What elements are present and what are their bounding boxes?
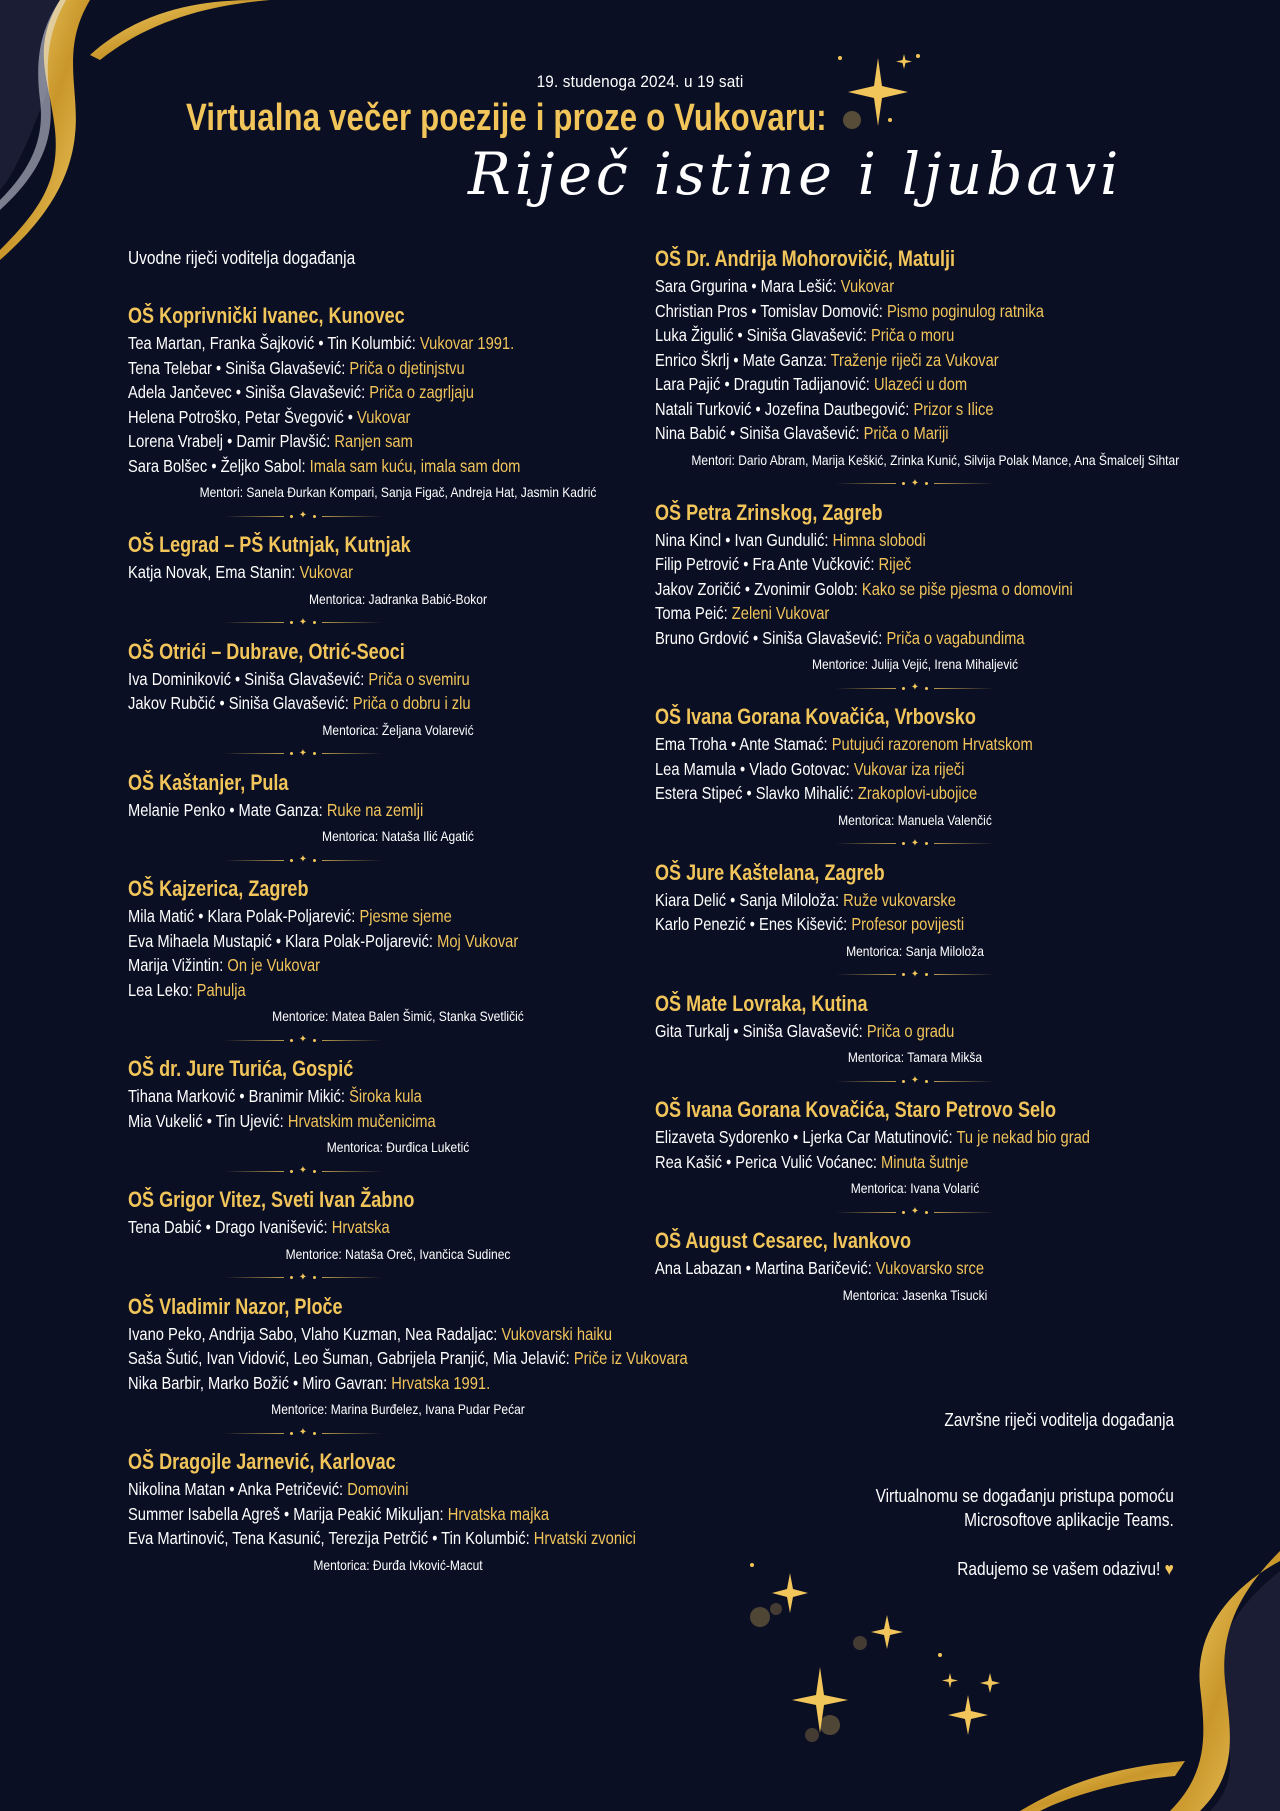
section-divider: ✦ (128, 846, 478, 874)
performer-names: Nika Barbir, Marko Božić • Miro Gavran: (128, 1372, 388, 1393)
school-name: OŠ Ivana Gorana Kovačića, Vrbovsko (655, 704, 976, 729)
performer-names: Helena Potroško, Petar Švegović • (128, 406, 353, 427)
school-name: OŠ dr. Jure Turića, Gospić (128, 1056, 354, 1081)
section-divider: ✦ (655, 961, 1175, 989)
performance-entry (655, 397, 1092, 422)
heart-icon: ♥ (1164, 1559, 1174, 1579)
performance-entry (128, 953, 632, 978)
program-right-column (655, 244, 1180, 1305)
work-title: Vukovarski haiku (501, 1323, 613, 1344)
performance-entry (655, 781, 1092, 806)
performance-entry (655, 601, 1092, 626)
performance-entry (128, 356, 632, 381)
access-info-line-1: Virtualnomu se događanju pristupa pomoću (875, 1486, 1174, 1506)
mentor-line: Mentorica: Tamara Mikša (847, 1049, 983, 1065)
school-section (655, 702, 1175, 830)
school-section (128, 1447, 728, 1575)
mentor-line: Mentorice: Matea Balen Šimić, Stanka Svetličić (272, 1008, 524, 1024)
work-title: Domovini (347, 1479, 409, 1499)
section-divider: ✦ (128, 1264, 478, 1292)
work-title: Himna slobodi (832, 529, 926, 550)
work-title: Priča o gradu (866, 1020, 955, 1041)
school-name: OŠ Dr. Andrija Mohorovičić, Matulji (655, 246, 956, 271)
performer-names: Mila Matić • Klara Polak-Poljarević: (128, 906, 356, 926)
page-subtitle: Riječ istine i ljubavi (468, 140, 1123, 208)
performance-entry (128, 1502, 632, 1527)
mentor-line: Mentorica: Jadranka Babić-Bokor (308, 590, 488, 607)
performance-entry (128, 429, 632, 454)
work-title: Ruke na zemlji (326, 799, 424, 820)
work-title: Priča o zagrljaju (369, 382, 474, 402)
access-info-line-2: Microsoftove aplikacije Teams. (964, 1510, 1174, 1530)
gold-ribbon-bottom-right-icon (1010, 1551, 1280, 1811)
work-title: Hrvatskim mučenicima (287, 1110, 436, 1131)
performer-names: Gita Turkalj • Siniša Glavašević: (655, 1020, 863, 1041)
work-title: Zrakoplovi-ubojice (857, 783, 978, 803)
section-divider: ✦ (128, 1419, 478, 1447)
performance-entry (655, 299, 1092, 324)
performance-entry (655, 1125, 1092, 1150)
performance-entry (128, 560, 632, 585)
work-title: Traženje riječi za Vukovar (830, 349, 999, 370)
performer-names: Lorena Vrabelj • Damir Plavšić: (128, 431, 331, 451)
performance-entry (655, 372, 1092, 397)
performance-entry (655, 274, 1092, 299)
performer-names: Tena Telebar • Siniša Glavašević: (128, 357, 346, 378)
sparkle-stars-bottom-icon (740, 1555, 1010, 1745)
mentor-line: Mentori: Dario Abram, Marija Keškić, Zrinka Kunić, Silvija Polak Mance, Ana Šmalcelj Sihtar (691, 451, 1180, 468)
performer-names: Sara Bolšec • Željko Sabol: (128, 455, 306, 476)
performer-names: Ivano Peko, Andrija Sabo, Vlaho Kuzman, Nea Radaljac: (128, 1323, 498, 1344)
work-title: Moj Vukovar (437, 930, 519, 951)
page-title: Virtualna večer poezije i proze o Vukovaru: (186, 97, 827, 139)
performer-names: Tihana Marković • Branimir Mikić: (128, 1086, 345, 1106)
performance-entry (128, 904, 632, 929)
school-name: OŠ Otrići – Dubrave, Otrić-Seoci (128, 638, 405, 664)
performer-names: Saša Šutić, Ivan Vidović, Leo Šuman, Gabrijela Pranjić, Mia Jelavić: (128, 1348, 570, 1368)
performance-entry (128, 331, 632, 356)
work-title: Široka kula (349, 1086, 422, 1106)
performance-entry (655, 888, 1092, 913)
performance-entry (655, 577, 1092, 602)
mentor-line: Mentorice: Julija Vejić, Irena Mihaljević (811, 656, 1019, 672)
work-title: Ranjen sam (334, 431, 413, 451)
performer-names: Mia Vukelić • Tin Ujević: (128, 1110, 284, 1131)
school-name: OŠ Mate Lovraka, Kutina (655, 990, 868, 1016)
performer-names: Eva Mihaela Mustapić • Klara Polak-Poljarević: (128, 930, 433, 951)
performance-entry (128, 929, 632, 954)
performance-entry (128, 1477, 632, 1502)
performance-entry (128, 667, 632, 692)
section-divider: ✦ (128, 609, 478, 637)
performer-names: Filip Petrović • Fra Ante Vučković: (655, 554, 875, 574)
performer-names: Enrico Škrlj • Mate Ganza: (655, 349, 827, 370)
work-title: Minuta šutnje (881, 1151, 969, 1172)
performance-entry (655, 757, 1092, 782)
right-school-list (655, 244, 1180, 1305)
section-divider: ✦ (655, 470, 1175, 498)
performer-names: Kiara Delić • Sanja Miloloža: (655, 889, 840, 910)
school-name: OŠ August Cesarec, Ivankovo (655, 1228, 911, 1253)
performer-names: Nikolina Matan • Anka Petričević: (128, 1479, 344, 1499)
performer-names: Sara Grgurina • Mara Lešić: (655, 276, 837, 296)
performance-entry (128, 1371, 632, 1396)
performance-entry (128, 978, 632, 1003)
school-section (128, 637, 728, 740)
work-title: Pahulja (196, 979, 246, 1000)
performance-entry (128, 1109, 632, 1134)
performer-names: Rea Kašić • Perica Vulić Voćanec: (655, 1151, 877, 1172)
section-divider: ✦ (655, 830, 1175, 858)
closing-words: Završne riječi voditelja događanja (944, 1410, 1174, 1430)
performer-names: Bruno Grdović • Siniša Glavašević: (655, 627, 883, 648)
left-school-list (128, 301, 728, 1575)
performer-names: Marija Vižintin: (128, 955, 224, 975)
performer-names: Luka Žigulić • Siniša Glavašević: (655, 325, 867, 345)
work-title: Ulazeći u dom (873, 374, 968, 394)
performance-entry (655, 626, 1092, 651)
performer-names: Summer Isabella Agreš • Marija Peakić Mikuljan: (128, 1503, 444, 1524)
performer-names: Tena Dabić • Drago Ivanišević: (128, 1217, 328, 1237)
mentor-line: Mentori: Sanela Đurkan Kompari, Sanja Figač, Andreja Hat, Jasmin Kadrić (199, 484, 597, 500)
intro-words: Uvodne riječi voditelja događanja (128, 248, 356, 268)
school-section (655, 1226, 1175, 1305)
school-name: OŠ Kajzerica, Zagreb (128, 876, 309, 901)
performance-entry (128, 1084, 632, 1109)
sparkle-stars-top-icon (830, 48, 930, 138)
program-left-column (128, 244, 728, 1575)
work-title: Priča o svemiru (368, 668, 470, 689)
mentor-line: Mentorica: Nataša Ilić Agatić (322, 828, 474, 844)
performer-names: Eva Martinović, Tena Kasunić, Terezija Petrčić • Tin Kolumbić: (128, 1528, 530, 1548)
school-section (128, 1292, 728, 1420)
work-title: Priča o djetinjstvu (349, 357, 465, 378)
work-title: Priča o vagabundima (886, 627, 1025, 648)
work-title: Hrvatska majka (447, 1503, 549, 1524)
work-title: Vukovar iza riječi (853, 758, 965, 779)
performer-names: Melanie Penko • Mate Ganza: (128, 799, 323, 820)
performer-names: Ana Labazan • Martina Baričević: (655, 1258, 872, 1278)
mentor-line: Mentorica: Ivana Volarić (850, 1180, 980, 1196)
school-name: OŠ Legrad – PŠ Kutnjak, Kutnjak (128, 532, 411, 557)
performance-entry (655, 323, 1092, 348)
school-section (128, 301, 728, 502)
work-title: Prizor s Ilice (913, 398, 994, 419)
mentor-line: Mentorica: Đurđa Ivković-Macut (313, 1556, 483, 1573)
work-title: Vukovar (357, 406, 411, 427)
mentor-line: Mentorica: Manuela Valenčić (838, 811, 992, 828)
mentor-line: Mentorica: Đurđica Luketić (326, 1139, 470, 1155)
performance-entry (128, 454, 632, 479)
school-name: OŠ Ivana Gorana Kovačića, Staro Petrovo Selo (655, 1097, 1057, 1122)
performance-entry (128, 1346, 688, 1371)
performance-entry (655, 552, 1092, 577)
school-section (655, 989, 1175, 1068)
performance-entry (655, 732, 1092, 757)
work-title: Vukovar 1991. (419, 333, 515, 353)
performance-entry (128, 798, 632, 823)
section-divider: ✦ (655, 1198, 1175, 1226)
work-title: Pismo poginulog ratnika (886, 300, 1044, 321)
work-title: Hrvatska 1991. (391, 1372, 491, 1393)
work-title: Vukovar (840, 276, 895, 296)
performer-names: Jakov Rubčić • Siniša Glavašević: (128, 693, 349, 713)
performance-entry (128, 691, 632, 716)
performer-names: Lea Mamula • Vlado Gotovac: (655, 758, 850, 779)
performer-names: Christian Pros • Tomislav Domović: (655, 300, 883, 321)
school-section (128, 768, 728, 847)
section-divider: ✦ (128, 1157, 478, 1185)
school-section (655, 244, 1180, 470)
performance-entry (128, 380, 632, 405)
work-title: Imala sam kuću, imala sam dom (309, 455, 521, 476)
mentor-line: Mentorice: Nataša Oreč, Ivančica Sudinec (285, 1245, 511, 1262)
performance-entry (655, 528, 1092, 553)
performer-names: Natali Turković • Jozefina Dautbegović: (655, 398, 910, 419)
work-title: Ruže vukovarske (843, 889, 956, 910)
performer-names: Toma Peić: (655, 603, 728, 623)
work-title: Vukovarsko srce (875, 1258, 985, 1278)
work-title: Priča o dobru i zlu (352, 693, 471, 713)
school-name: OŠ Koprivnički Ivanec, Kunovec (128, 303, 405, 328)
performance-entry (128, 1215, 632, 1240)
work-title: Profesor povijesti (851, 914, 965, 934)
performer-names: Adela Jančevec • Siniša Glavašević: (128, 382, 366, 402)
work-title: Zeleni Vukovar (731, 603, 830, 623)
mentor-line: Mentorica: Sanja Miloloža (846, 942, 984, 959)
performer-names: Jakov Zoričić • Zvonimir Golob: (655, 578, 858, 599)
work-title: Priča o moru (870, 325, 955, 345)
performance-entry (128, 1526, 636, 1551)
mentor-line: Mentorice: Marina Burđelez, Ivana Pudar Pećar (271, 1401, 525, 1417)
performer-names: Elizaveta Sydorenko • Ljerka Car Matutinović: (655, 1127, 953, 1147)
performance-entry (128, 1322, 632, 1347)
school-section (655, 858, 1175, 961)
performance-entry (128, 405, 632, 430)
school-section (128, 1054, 728, 1157)
school-name: OŠ Kaštanjer, Pula (128, 769, 289, 795)
performer-names: Estera Stipeć • Slavko Mihalić: (655, 783, 854, 803)
performance-entry (655, 1150, 1092, 1175)
performer-names: Tea Martan, Franka Šajković • Tin Kolumbić: (128, 333, 416, 353)
work-title: Pjesme sjeme (359, 906, 452, 926)
work-title: Riječ (878, 554, 912, 574)
performance-entry (655, 348, 1092, 373)
performance-entry (655, 421, 1092, 446)
work-title: Hrvatski zvonici (533, 1528, 636, 1548)
school-name: OŠ Vladimir Nazor, Ploče (128, 1293, 343, 1319)
performer-names: Lara Pajić • Dragutin Tadijanović: (655, 374, 870, 394)
school-section (655, 498, 1175, 675)
performer-names: Lea Leko: (128, 979, 193, 1000)
section-divider: ✦ (655, 674, 1175, 702)
work-title: Vukovar (299, 562, 353, 582)
performance-entry (655, 912, 1092, 937)
work-title: Putujući razorenom Hrvatskom (831, 734, 1033, 754)
school-name: OŠ Petra Zrinskog, Zagreb (655, 499, 883, 525)
performer-names: Katja Novak, Ema Stanin: (128, 562, 296, 582)
performer-names: Iva Dominiković • Siniša Glavašević: (128, 668, 365, 689)
performer-names: Ema Troha • Ante Stamać: (655, 734, 828, 754)
work-title: On je Vukovar (227, 955, 321, 975)
event-date: 19. studenoga 2024. u 19 sati (536, 72, 744, 91)
invite-text (957, 1557, 1174, 1581)
school-name: OŠ Jure Kaštelana, Zagreb (655, 859, 885, 885)
work-title: Priča o Mariji (863, 423, 949, 443)
performance-entry (655, 1256, 1092, 1281)
work-title: Hrvatska (331, 1217, 390, 1237)
performer-names: Karlo Penezić • Enes Kišević: (655, 914, 848, 934)
school-section (128, 530, 728, 609)
work-title: Tu je nekad bio grad (956, 1127, 1090, 1147)
school-name: OŠ Dragojle Jarnević, Karlovac (128, 1449, 396, 1474)
work-title: Priče iz Vukovara (573, 1348, 688, 1368)
section-divider: ✦ (128, 1026, 478, 1054)
mentor-line: Mentorica: Jasenka Tisucki (842, 1286, 988, 1303)
work-title: Kako se piše pjesma o domovini (861, 578, 1073, 599)
section-divider: ✦ (128, 502, 478, 530)
invite-label: Radujemo se vašem odazivu! (957, 1559, 1161, 1579)
performer-names: Nina Babić • Siniša Glavašević: (655, 423, 860, 443)
school-section (128, 1185, 728, 1264)
mentor-line: Mentorica: Željana Volarević (322, 721, 474, 738)
school-section (655, 1095, 1175, 1198)
section-divider: ✦ (128, 740, 478, 768)
school-section (128, 874, 728, 1026)
performance-entry (655, 1019, 1092, 1044)
section-divider: ✦ (655, 1067, 1175, 1095)
school-name: OŠ Grigor Vitez, Sveti Ivan Žabno (128, 1187, 415, 1212)
performer-names: Nina Kincl • Ivan Gundulić: (655, 529, 829, 550)
